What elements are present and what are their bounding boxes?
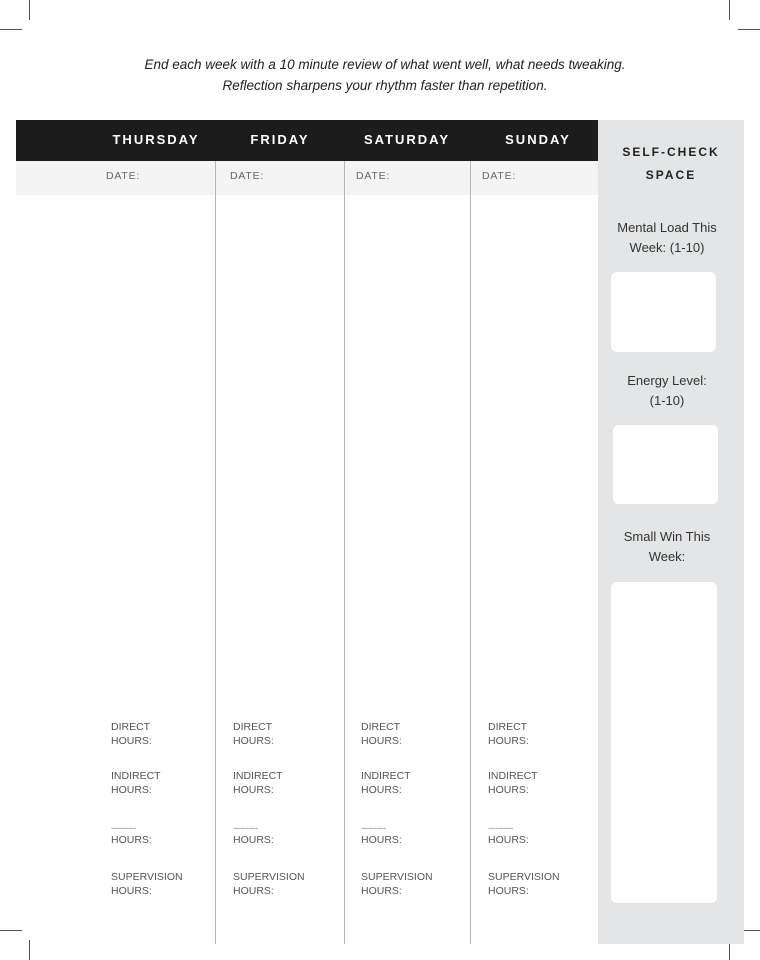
crop-mark: [0, 930, 22, 931]
indirect-hours-friday[interactable]: INDIRECT HOURS:: [233, 770, 283, 796]
crop-mark: [738, 29, 760, 30]
date-label-friday[interactable]: DATE:: [230, 170, 265, 182]
crop-mark: [0, 29, 22, 30]
day-title-thursday: THURSDAY: [112, 132, 200, 147]
custom-hours-saturday[interactable]: HOURS:: [361, 834, 402, 846]
direct-hours-sunday[interactable]: DIRECT HOURS:: [488, 721, 529, 747]
column-divider: [215, 161, 216, 944]
indirect-hours-sunday[interactable]: INDIRECT HOURS:: [488, 770, 538, 796]
small-win-box[interactable]: [611, 582, 717, 903]
intro-text: [0, 54, 760, 96]
direct-hours-saturday[interactable]: DIRECT HOURS:: [361, 721, 402, 747]
indirect-hours-saturday[interactable]: INDIRECT HOURS:: [361, 770, 411, 796]
small-win-label: Small Win This Week:: [623, 529, 711, 564]
custom-hours-thursday[interactable]: HOURS:: [111, 834, 152, 846]
custom-hours-friday[interactable]: HOURS:: [233, 834, 274, 846]
mental-load-label: Mental Load This Week: (1-10): [617, 220, 717, 255]
day-title-friday: FRIDAY: [250, 132, 310, 147]
supervision-hours-sunday[interactable]: SUPERVISION HOURS:: [488, 871, 560, 897]
crop-mark: [729, 0, 730, 20]
custom-hours-sunday[interactable]: HOURS:: [488, 834, 529, 846]
blank-line-saturday[interactable]: ----------: [361, 823, 386, 833]
intro-line-2: Reflection sharpens your rhythm faster than repetition.: [222, 78, 548, 93]
crop-mark: [29, 0, 30, 20]
supervision-hours-thursday[interactable]: SUPERVISION HOURS:: [111, 871, 183, 897]
blank-line-thursday[interactable]: ----------: [111, 823, 136, 833]
direct-hours-thursday[interactable]: DIRECT HOURS:: [111, 721, 152, 747]
column-divider: [344, 161, 345, 944]
mental-load-box[interactable]: [611, 272, 716, 352]
date-label-thursday[interactable]: DATE:: [106, 170, 141, 182]
energy-level-box[interactable]: [613, 425, 718, 504]
intro-line-1: End each week with a 10 minute review of what went well, what needs tweaking.: [144, 57, 626, 72]
column-divider: [470, 161, 471, 944]
date-label-sunday[interactable]: DATE:: [482, 170, 517, 182]
crop-mark: [29, 940, 30, 960]
self-check-title: SELF-CHECK SPACE: [622, 145, 720, 182]
day-title-sunday: SUNDAY: [505, 132, 571, 147]
blank-line-sunday[interactable]: ----------: [488, 823, 513, 833]
direct-hours-friday[interactable]: DIRECT HOURS:: [233, 721, 274, 747]
indirect-hours-thursday[interactable]: INDIRECT HOURS:: [111, 770, 161, 796]
supervision-hours-friday[interactable]: SUPERVISION HOURS:: [233, 871, 305, 897]
day-title-saturday: SATURDAY: [363, 132, 451, 147]
blank-line-friday[interactable]: ----------: [233, 823, 258, 833]
date-label-saturday[interactable]: DATE:: [356, 170, 391, 182]
supervision-hours-saturday[interactable]: SUPERVISION HOURS:: [361, 871, 433, 897]
energy-level-label: Energy Level: (1-10): [627, 373, 707, 408]
